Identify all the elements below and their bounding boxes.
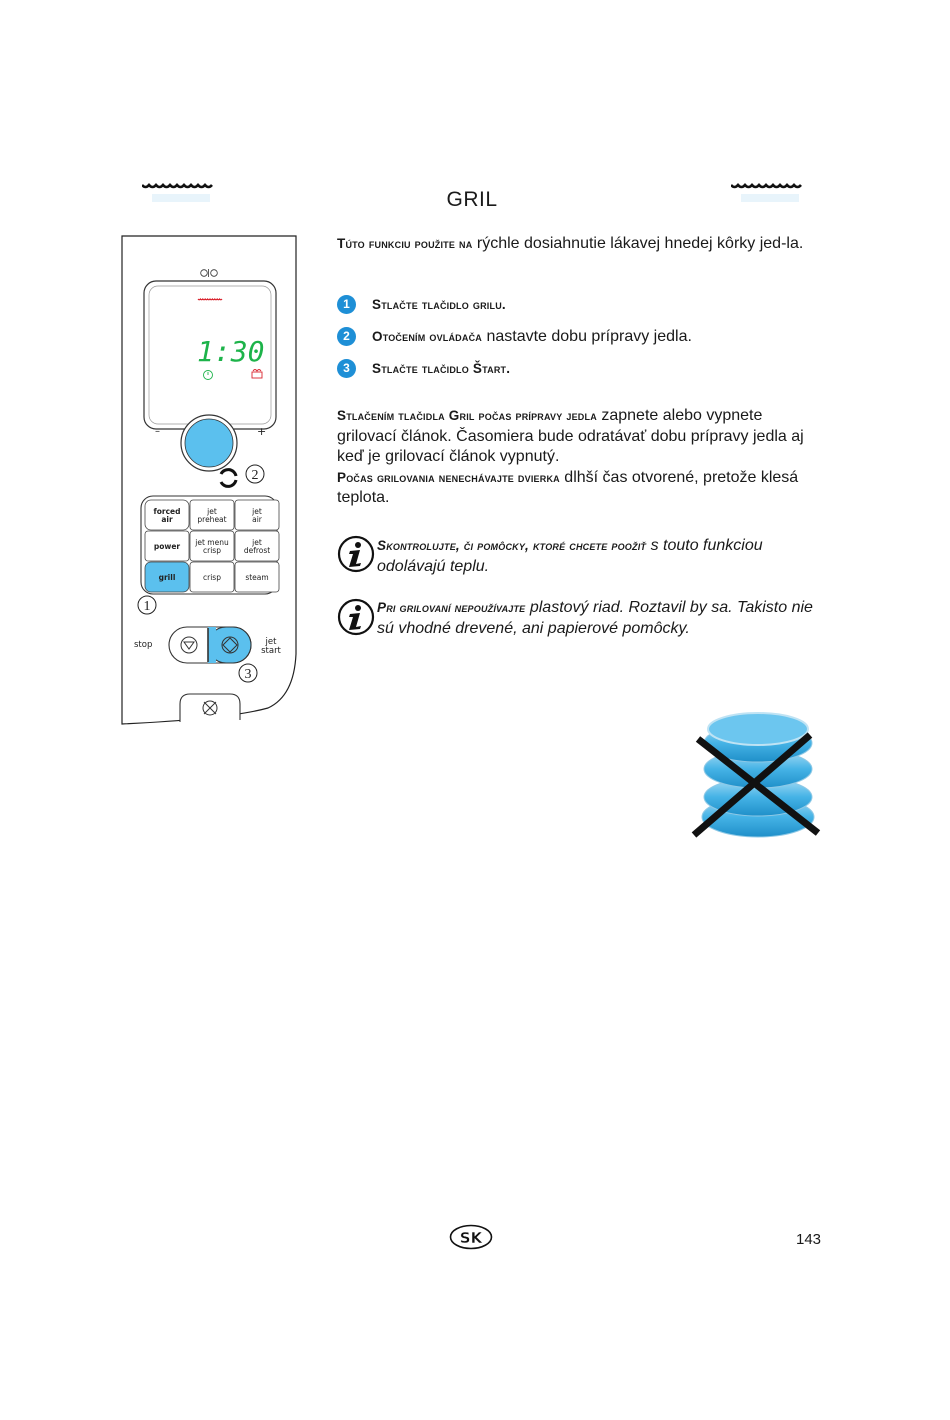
- intro-paragraph: [337, 234, 822, 255]
- panel-button-label: jet menu: [195, 538, 229, 547]
- start-label-2: start: [261, 646, 281, 656]
- page-title: GRIL: [446, 188, 498, 211]
- language-code: SK: [459, 1229, 483, 1247]
- callout-3: 3: [244, 667, 252, 682]
- step-2: [337, 327, 692, 347]
- note-no-plastic: [377, 598, 827, 639]
- para-text: zapnete alebo vypnete grilovací článok. Časomiera bude odratávať dobu prípravy jedla aj keď je grilovací článok vypnutý.: [337, 407, 804, 465]
- step-lead: Stlačte tlačidlo grilu.: [372, 297, 506, 312]
- panel-button-label: preheat: [197, 515, 227, 524]
- panel-button-label: air: [161, 515, 173, 524]
- panel-button-label: grill: [158, 573, 176, 582]
- step-1: [337, 295, 506, 315]
- panel-button-label: jet: [252, 538, 262, 547]
- panel-button-label: steam: [245, 573, 269, 582]
- note-lead: Skontrolujte, či pomôcky, ktoré chcete poožiť: [377, 538, 647, 553]
- panel-button-label: power: [153, 542, 181, 551]
- intro-lead: Túto funkciu použite na: [337, 236, 473, 251]
- panel-button-label: air: [252, 515, 262, 524]
- panel-button-label: crisp: [203, 546, 221, 555]
- intro-text: rýchle dosiahnutie lákavej hnedej kôrky jed-la.: [476, 235, 804, 252]
- note-lead: Pri grilovaní nepoužívajte: [377, 600, 526, 615]
- grill-toggle-paragraph: [337, 406, 822, 509]
- para-text: dlhší čas otvorené, pretože klesá teplota.: [337, 468, 799, 506]
- callout-1: 1: [143, 599, 151, 614]
- minus-label: –: [155, 426, 160, 437]
- panel-button-label: defrost: [243, 546, 271, 555]
- para-lead: Počas grilovania nenechávajte dvierka: [337, 469, 560, 485]
- step-lead: Stlačte tlačidlo Štart.: [372, 361, 511, 376]
- note-heat-resistance: [377, 536, 827, 577]
- info-icon: [337, 598, 375, 636]
- no-plastic-dishes-illustration: [690, 705, 828, 845]
- note-text: s touto funkciou odolávajú teplu.: [377, 537, 763, 575]
- page-number: 143: [796, 1231, 822, 1248]
- start-label-1: jet: [265, 637, 277, 647]
- step-number: 2: [337, 327, 356, 346]
- step-lead: Otočením ovládača: [372, 329, 482, 344]
- plus-label: +: [257, 425, 267, 438]
- language-badge: [449, 1224, 493, 1250]
- panel-button-label: jet: [252, 507, 262, 516]
- info-icon: [337, 535, 375, 573]
- step-3: [337, 359, 510, 379]
- step-number: 3: [337, 359, 356, 378]
- note-text: plastový riad. Roztavil by sa. Takisto nie sú vhodné drevené, ani papierové pomôcky.: [377, 599, 813, 637]
- panel-button-label: jet: [207, 507, 217, 516]
- display-time: 1:30: [197, 335, 265, 368]
- panel-button-label: forced: [153, 507, 181, 516]
- step-number: 1: [337, 295, 356, 314]
- step-text: nastavte dobu prípravy jedla.: [486, 328, 692, 345]
- control-panel-illustration: [118, 234, 303, 729]
- callout-2: 2: [251, 468, 259, 483]
- panel-button-label: crisp: [203, 573, 221, 582]
- stop-label: stop: [134, 640, 153, 650]
- para-lead: Stlačením tlačidla Gril počas prípravy jedla: [337, 408, 597, 423]
